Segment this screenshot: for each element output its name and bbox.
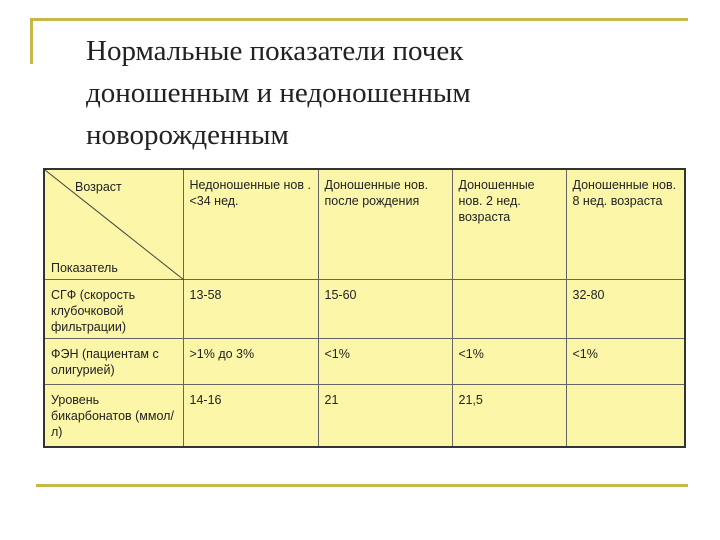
table-cell: 21 [318, 385, 452, 447]
corner-cell [44, 169, 183, 280]
title-line-3: новорожденным [86, 119, 289, 151]
row-label: СГФ (скорость клубочковой фильтрации) [44, 280, 183, 338]
header-cell: Недоношенные нов . <34 нед. [183, 169, 318, 280]
header-cell: Доношенные нов. 8 нед. возраста [566, 169, 685, 280]
slide-title [86, 30, 686, 156]
table-cell: <1% [566, 338, 685, 384]
title-line-1: Нормальные показатели почек [86, 35, 464, 67]
table-cell: 15-60 [318, 280, 452, 338]
table-cell: >1% до 3% [183, 338, 318, 384]
row-label: ФЭН (пациентам с олигурией) [44, 338, 183, 384]
table-cell: 32-80 [566, 280, 685, 338]
table-row [44, 385, 685, 447]
table-cell [566, 385, 685, 447]
row-label: Уровень бикарбонатов (ммол/л) [44, 385, 183, 447]
table-cell [452, 280, 566, 338]
table-cell: 14-16 [183, 385, 318, 447]
table-cell: 21,5 [452, 385, 566, 447]
corner-label-age: Возраст [75, 180, 122, 194]
header-cell: Доношенные нов. после рождения [318, 169, 452, 280]
kidney-norms-table [43, 168, 686, 448]
title-line-2: доношенным и недоношенным [86, 77, 471, 109]
header-cell: Доношенные нов. 2 нед. возраста [452, 169, 566, 280]
table-cell: 13-58 [183, 280, 318, 338]
table-cell: <1% [452, 338, 566, 384]
table-row [44, 280, 685, 338]
table-row [44, 338, 685, 384]
table-header-row [44, 169, 685, 280]
top-accent-line [30, 18, 688, 21]
table-cell: <1% [318, 338, 452, 384]
corner-label-indicator: Показатель [51, 261, 118, 276]
bottom-accent-line [36, 484, 688, 487]
left-accent-line [30, 18, 33, 64]
